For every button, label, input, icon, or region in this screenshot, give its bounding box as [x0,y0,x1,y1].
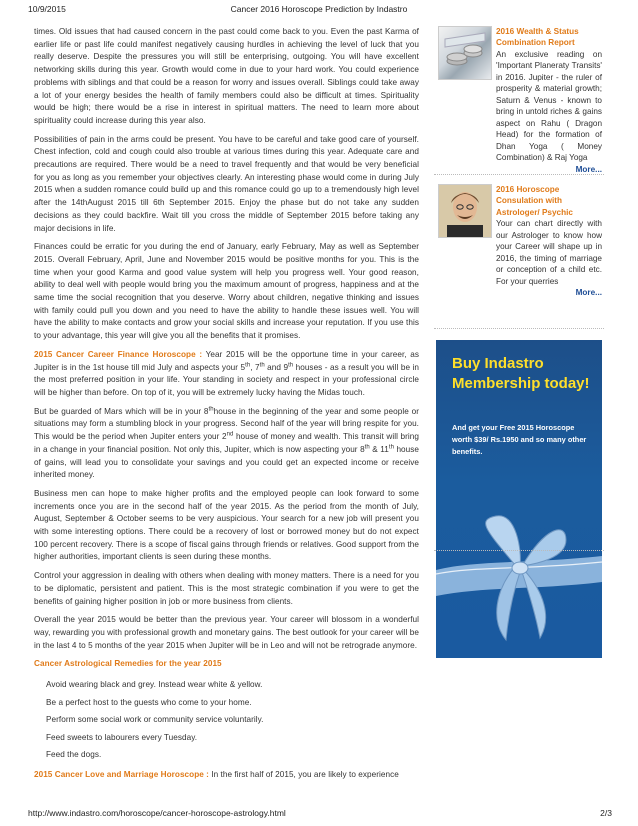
wealth-report-title[interactable]: 2016 Wealth & Status Combination Report [496,27,579,48]
paragraph-business: Business men can hope to make higher profits and the employed people can look forward to some increments once you are in the second half of the year 2015. As the period from the month of July, August, September & October seems to be very auspicious. Your search for a new job will present you with some interesting options. There could be a recovery of lost or borrowed money but do not expect 100 percent recovery. There is a scope of fiscal gains through friends or relatives. Good support from the higher authorities, important clients is seen during these months. [34,488,419,562]
paragraph-career: 2015 Cancer Career Finance Horoscope : Year 2015 will be the opportune time in your career, as Jupiter is in the 1st house till mid July and aspects your 5th, 7th and 9th houses - as a result you will be in the most preferred position in your life. Your standing in society and respect in your professional circle will be higher than before. On top of it, you will be extremely lucky having the Midas touch. [34,349,419,397]
wealth-more-link[interactable]: More... [575,164,602,174]
paragraph-health: Possibilities of pain in the arms could be present. You have to be careful and take good care of yourself. Chest infection, cold and cough could also trouble at various times during this year. Adequate care and precautions are required. There would be a need to travel frequently and that would be very beneficial for you as long as you remember your objectives clearly. An interesting phase would come in during July 2015 when a sudden romance could build up and this romance could go up to a tremendously high level after the 14thAugust 2015 till 6th September 2015. Enjoy the phase but do not take any sudden decisions as they could backfire. Wait till you cross the middle of September 2015 before taking any major decisions in life. [34,134,419,233]
love-heading[interactable]: 2015 Cancer Love and Marriage Horoscope : [34,769,209,779]
paragraph-overall: Overall the year 2015 would be better than the previous year. Your career will blossom in a wonderful way, rewarding you with professional growth and monetary gains. The best outlook for your career will be in the last 4 to 5 months of the year 2015 when Jupiter will be in Leo and will not be retrograde anymore. [34,615,419,650]
sidebar-divider [434,328,604,329]
remedies-heading[interactable]: Cancer Astrological Remedies for the year 2015 [34,659,222,669]
astrologer-portrait-icon [439,185,491,237]
sidebar-divider [434,174,604,175]
sidebar-divider [434,550,604,551]
wealth-report-text: An exclusive reading on 'Important Planeraty Transits' in 2016. Jupiter - the ruler of prosperity & material growth; Saturn & Venus - known to bring in untold riches & gains aspect on Rahu ( Dragon Head) for the formation of Dhan Yoga ( Money Combination) & Raj Yoga [496,49,602,163]
paragraph-love: 2015 Cancer Love and Marriage Horoscope : In the first half of 2015, you are likely to experience [34,769,399,779]
astrologer-thumbnail[interactable] [438,184,492,238]
consultation-title[interactable]: 2016 Horoscope Consulation with Astrologer/ Psychic [496,185,573,217]
remedies-list [46,677,419,763]
article-body [34,26,419,789]
career-heading: 2015 Cancer Career Finance Horoscope : [34,349,203,359]
gift-ribbon-icon [436,500,602,658]
paragraph-mars: But be guarded of Mars which will be in your 8thhouse in the beginning of the year and some people or situations may form a stumbling block in your progress. Second half of the year will bring respite for you. This would be the period when Jupiter enters your 2nd house of money and wealth. This transit will bring in a change in your financial position. Not only this, Jupiter, which is now aspecting your 8th & 11th house of gains, will lead you to consolidate your savings and you could get an expected income or receive inherited money. [34,405,420,480]
coins-thumbnail[interactable] [438,26,492,80]
remedy-item: Be a perfect host to the guests who come to your home. [46,697,252,707]
banner-body: And get your Free 2015 Horoscope worth $39/ Rs.1950 and so many other benefits. [452,423,587,456]
page-number: 2/3 [600,808,612,818]
print-title: Cancer 2016 Horoscope Prediction by Indastro [230,4,408,14]
remedy-item: Feed sweets to labourers every Tuesday. [46,732,198,742]
coins-icon [439,27,491,79]
consultation-more-link[interactable]: More... [575,288,602,298]
banner-headline: Buy Indastro Membership today! [452,355,590,393]
paragraph-finances: Finances could be erratic for you during the end of January, early February, May as well as September 2015. Overall February, April, June and November 2015 would be positive months for you. This is the time when your good Karma and good value system will help you progress well. Your good reason, ability to deal well with people would bring you the maximum amount of progress, happiness and at the same time the social recognition that you deserve. Worry about children, negative thinking and issues with family could pull you down and you need to have the ability to handle these issues well. You will have the ability to make contacts and grow your social skills and increase your reputation. If you use this to your advantage, this year will give you all the benefits that it promises. [34,242,419,341]
membership-banner[interactable] [436,340,602,658]
paragraph-control: Control your aggression in dealing with others when dealing with money matters. There is a need for you to be diplomatic, persistent and patient. This is the most strategic combination if you were to get the benefits of gaining higher position in job or more business from clients. [34,571,419,606]
paragraph-past-karma: times. Old issues that had caused concern in the past could come back to you. Even the past Karma of earlier life or past life could manifest negatively causing hurdles in achieving the level of luck that you really deserve. Despite the pressures you will still be enterprising, outgoing. You will have excellent networking skills during this year. Growth would come in due to your hard work. You could experience problems with siblings and that could be a reason for worry and issues overall. Siblings could take away a lot of your energy besides the health of family members could also be difficult at times. Spirituality would be high; there would be a rise in interest in spiritual matters. The need to learn more about spirituality could increase during this year also. [34,27,419,125]
consultation-text: Your can chart directly with our Astrologer to know how your Career will shape up in 2016, the timing of marriage or conception of a child etc. For your querries [496,219,602,286]
print-date: 10/9/2015 [28,4,66,14]
remedy-item: Perform some social work or community service voluntarily. [46,715,264,725]
page-url: http://www.indastro.com/horoscope/cancer-horoscope-astrology.html [28,808,286,818]
remedy-item: Avoid wearing black and grey. Instead wear white & yellow. [46,680,263,690]
remedy-item: Feed the dogs. [46,750,102,760]
